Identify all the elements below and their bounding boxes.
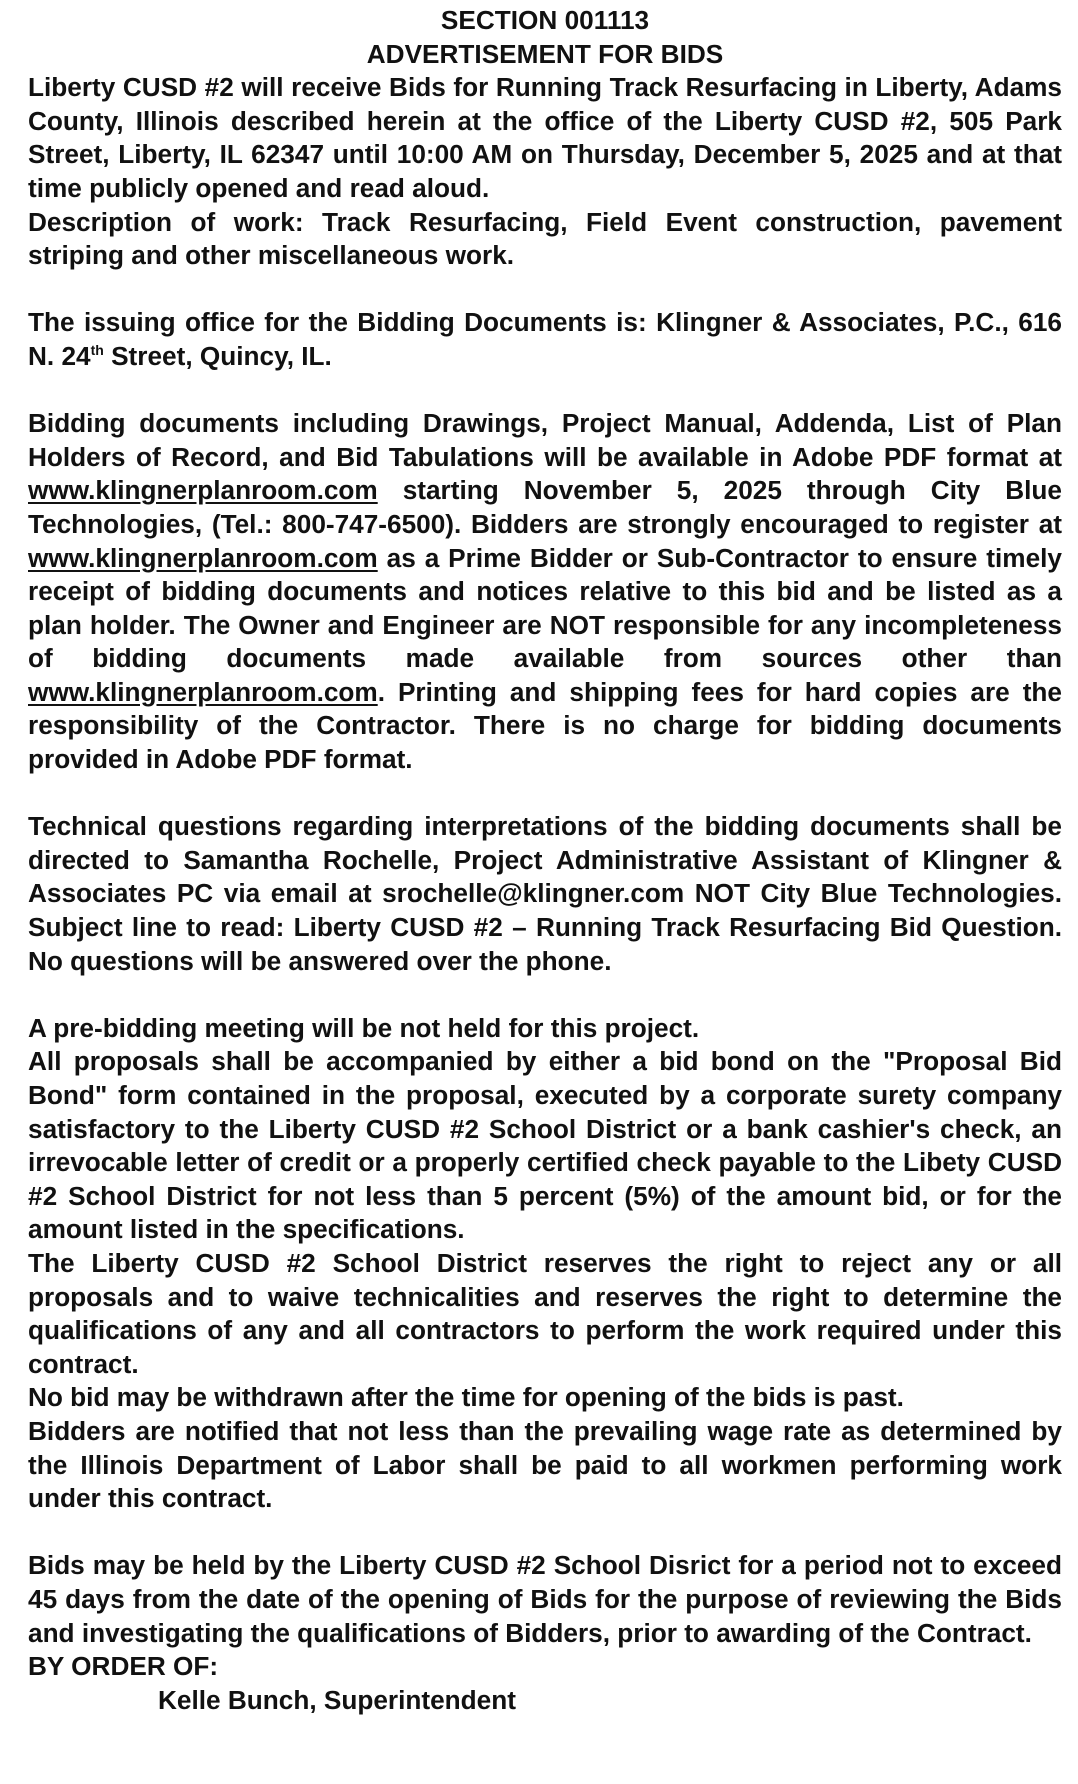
ordinal-suffix: th <box>90 341 104 358</box>
documents-text-2: starting November 5, 2025 through City Blue Technologies, (Tel.: 800-747-6500). Bidders are strongly encouraged to register at <box>28 475 1062 539</box>
issuing-office-text-end: Street, Quincy, IL. <box>103 340 332 371</box>
spacer <box>28 1516 1062 1550</box>
intro-paragraph: Liberty CUSD #2 will receive Bids for Running Track Resurfacing in Liberty, Adams County, Illinois described herein at the office of the Liberty CUSD #2, 505 Park Street, Liberty, IL 62347 until 10:00 AM on Thursday, December 5, 2025 and at that time publicly opened and read aloud. <box>28 72 1062 203</box>
documents-text-4: . Printing and shipping fees for hard copies are the responsibility of the Contractor. There is no charge for bidding documents provided in Adobe PDF format. <box>28 676 1062 775</box>
bidding-documents-paragraph <box>28 407 1062 777</box>
bid-holding-paragraph: Bids may be held by the Liberty CUSD #2 School Disrict for a period not to exceed 45 days from the date of the opening of Bids for the purpose of reviewing the Bids and investigating the qualifications of Bidders, prior to awarding of the Contract. <box>28 1550 1062 1648</box>
section-number: SECTION 001113 <box>440 5 650 35</box>
spacer <box>28 777 1062 811</box>
prevailing-wage-paragraph: Bidders are notified that not less than the prevailing wage rate as determined by the Illinois Department of Labor shall be paid to all workmen performing work under this contract. <box>28 1415 1062 1514</box>
planroom-link[interactable]: www.klingnerplanroom.com <box>28 676 378 707</box>
bid-bond-paragraph: All proposals shall be accompanied by either a bid bond on the "Proposal Bid Bond" form contained in the proposal, executed by a corporate surety company satisfactory to the Liberty CUSD #2 School District or a bank cashier's check, an irrevocable letter of credit or a properly certified check payable to the Libety CUSD #2 School District for not less than 5 percent (5%) of the amount bid, or for the amount listed in the specifications. <box>28 1046 1062 1245</box>
withdrawal-paragraph: No bid may be withdrawn after the time for opening of the bids is past. <box>28 1382 904 1413</box>
planroom-link[interactable]: www.klingnerplanroom.com <box>28 542 378 573</box>
reserved-rights-paragraph: The Liberty CUSD #2 School District reserves the right to reject any or all proposals and to waive technicalities and reserves the right to determine the qualifications of any and all contractors to perform the work required under this contract. <box>28 1247 1062 1379</box>
prebid-meeting-paragraph: A pre-bidding meeting will be not held for this project. <box>28 1012 700 1043</box>
spacer <box>28 978 1062 1012</box>
document-title: ADVERTISEMENT FOR BIDS <box>366 38 724 69</box>
issuing-office-paragraph <box>28 306 1062 373</box>
documents-text-3: as a Prime Bidder or Sub-Contractor to ensure timely receipt of bidding documents and notices relative to this bid and be listed as a plan holder. The Owner and Engineer are NOT responsible for any incompleteness of bidding documents made available from sources other than <box>28 542 1062 674</box>
description-paragraph: Description of work: Track Resurfacing, Field Event construction, pavement striping and other miscellaneous work. <box>28 206 1062 271</box>
planroom-link[interactable]: www.klingnerplanroom.com <box>28 475 378 506</box>
spacer <box>28 273 1062 307</box>
spacer <box>28 374 1062 408</box>
signatory-name: Kelle Bunch, Superintendent <box>158 1684 516 1715</box>
issuing-office-text: The issuing office for the Bidding Documents is: Klingner & Associates, P.C., 616 N. 24 <box>28 307 1062 371</box>
technical-questions-paragraph: Technical questions regarding interpretations of the bidding documents shall be directed to Samantha Rochelle, Project Administrative Assistant of Klingner & Associates PC via email at srochelle@klingner.com NOT City Blue Technologies. Subject line to read: Liberty CUSD #2 – Running Track Resurfacing Bid Question. No questions will be answered over the phone. <box>28 811 1062 976</box>
documents-text-1: Bidding documents including Drawings, Project Manual, Addenda, List of Plan Holders of Record, and Bid Tabulations will be available in Adobe PDF format at <box>28 408 1062 472</box>
by-order-of: BY ORDER OF: <box>28 1651 219 1682</box>
